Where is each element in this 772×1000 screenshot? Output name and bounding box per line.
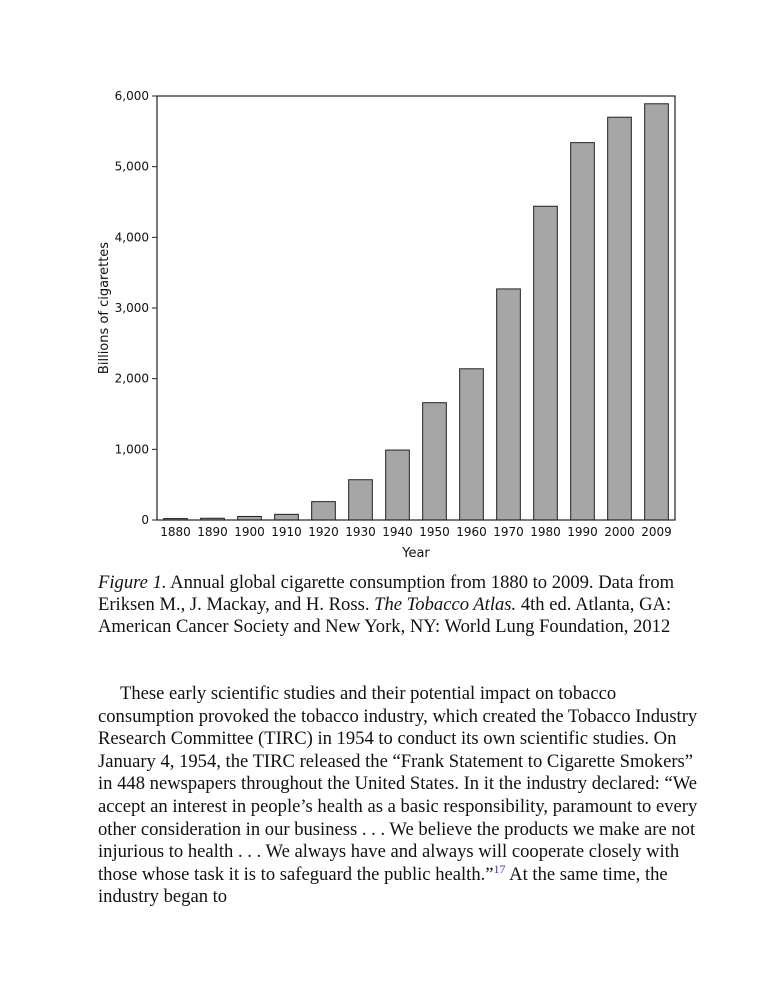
y-tick-label: 1,000 [114, 442, 149, 457]
x-tick-label: 1900 [234, 525, 265, 539]
bar-1970 [497, 289, 521, 520]
caption-text-end: 4th ed. Atlanta, GA: American Cancer Society and New York, NY: World Lung Foundation, 2012 [98, 594, 672, 637]
y-axis [115, 89, 157, 527]
bar-1930 [349, 480, 373, 520]
x-tick-label: 1930 [345, 525, 376, 539]
bar-1960 [460, 369, 484, 520]
x-tick-label: 1920 [308, 525, 339, 539]
x-tick-label: 2000 [604, 525, 635, 539]
figure-caption [98, 572, 698, 638]
caption-text: Annual global cigarette consumption from 1880 to 2009. Data from Eriksen M., J. Mackay, and H. Ross. [98, 572, 675, 615]
y-tick-label: 2,000 [114, 371, 149, 386]
x-tick-label: 1970 [493, 525, 524, 539]
plot-frame [157, 96, 675, 520]
caption-source-title: The Tobacco Atlas. [374, 594, 517, 615]
bar-2000 [608, 117, 632, 520]
x-tick-label: 1880 [160, 525, 191, 539]
x-axis-title: Year [402, 546, 430, 561]
x-tick-label: 1950 [419, 525, 450, 539]
y-tick-label: 4,000 [114, 230, 149, 245]
bar-1940 [386, 450, 410, 520]
bar-1910 [275, 514, 299, 520]
bar-1920 [312, 502, 336, 520]
x-tick-label: 1910 [271, 525, 302, 539]
x-tick-label: 2009 [641, 525, 672, 539]
y-tick-label: 3,000 [114, 301, 149, 315]
figure-label: Figure 1. [98, 572, 167, 593]
bar-1980 [534, 206, 558, 520]
body-paragraph [98, 683, 698, 909]
x-tick-label: 1980 [530, 525, 561, 539]
x-tick-label: 1890 [197, 525, 228, 539]
y-tick-label: 6,000 [114, 89, 149, 103]
x-axis [160, 525, 672, 539]
y-tick-label: 0 [141, 513, 149, 527]
bars-group [164, 104, 669, 520]
bar-1950 [423, 403, 447, 520]
footnote-reference[interactable]: 17 [493, 861, 506, 876]
y-tick-label: 5,000 [114, 159, 149, 174]
bar-2009 [645, 104, 669, 520]
bar-1990 [571, 143, 595, 520]
paragraph-text-continued: At the same time, the industry began to [98, 863, 668, 908]
paragraph-text: These early scientific studies and their potential impact on tobacco consumption provoked the tobacco industry, which created the Tobacco Industry Research Committee (TIRC) in 1954 to conduct its own scientific studies. On January 4, 1954, the TIRC released the “Frank Statement to Cigarette Smokers” in 448 newspapers throughout the United States. In it the industry declared: “We accept an interest in people’s health as a basic responsibility, paramount to every other consideration in our business . . . We believe the products we make are not injurious to health . . . We always have and always will cooperate closely with those whose task it is to safeguard the public health.” [98, 683, 698, 885]
x-tick-label: 1990 [567, 525, 598, 539]
y-axis-title: Billions of cigarettes [97, 241, 112, 375]
x-tick-label: 1940 [382, 525, 413, 539]
x-tick-label: 1960 [456, 525, 487, 539]
